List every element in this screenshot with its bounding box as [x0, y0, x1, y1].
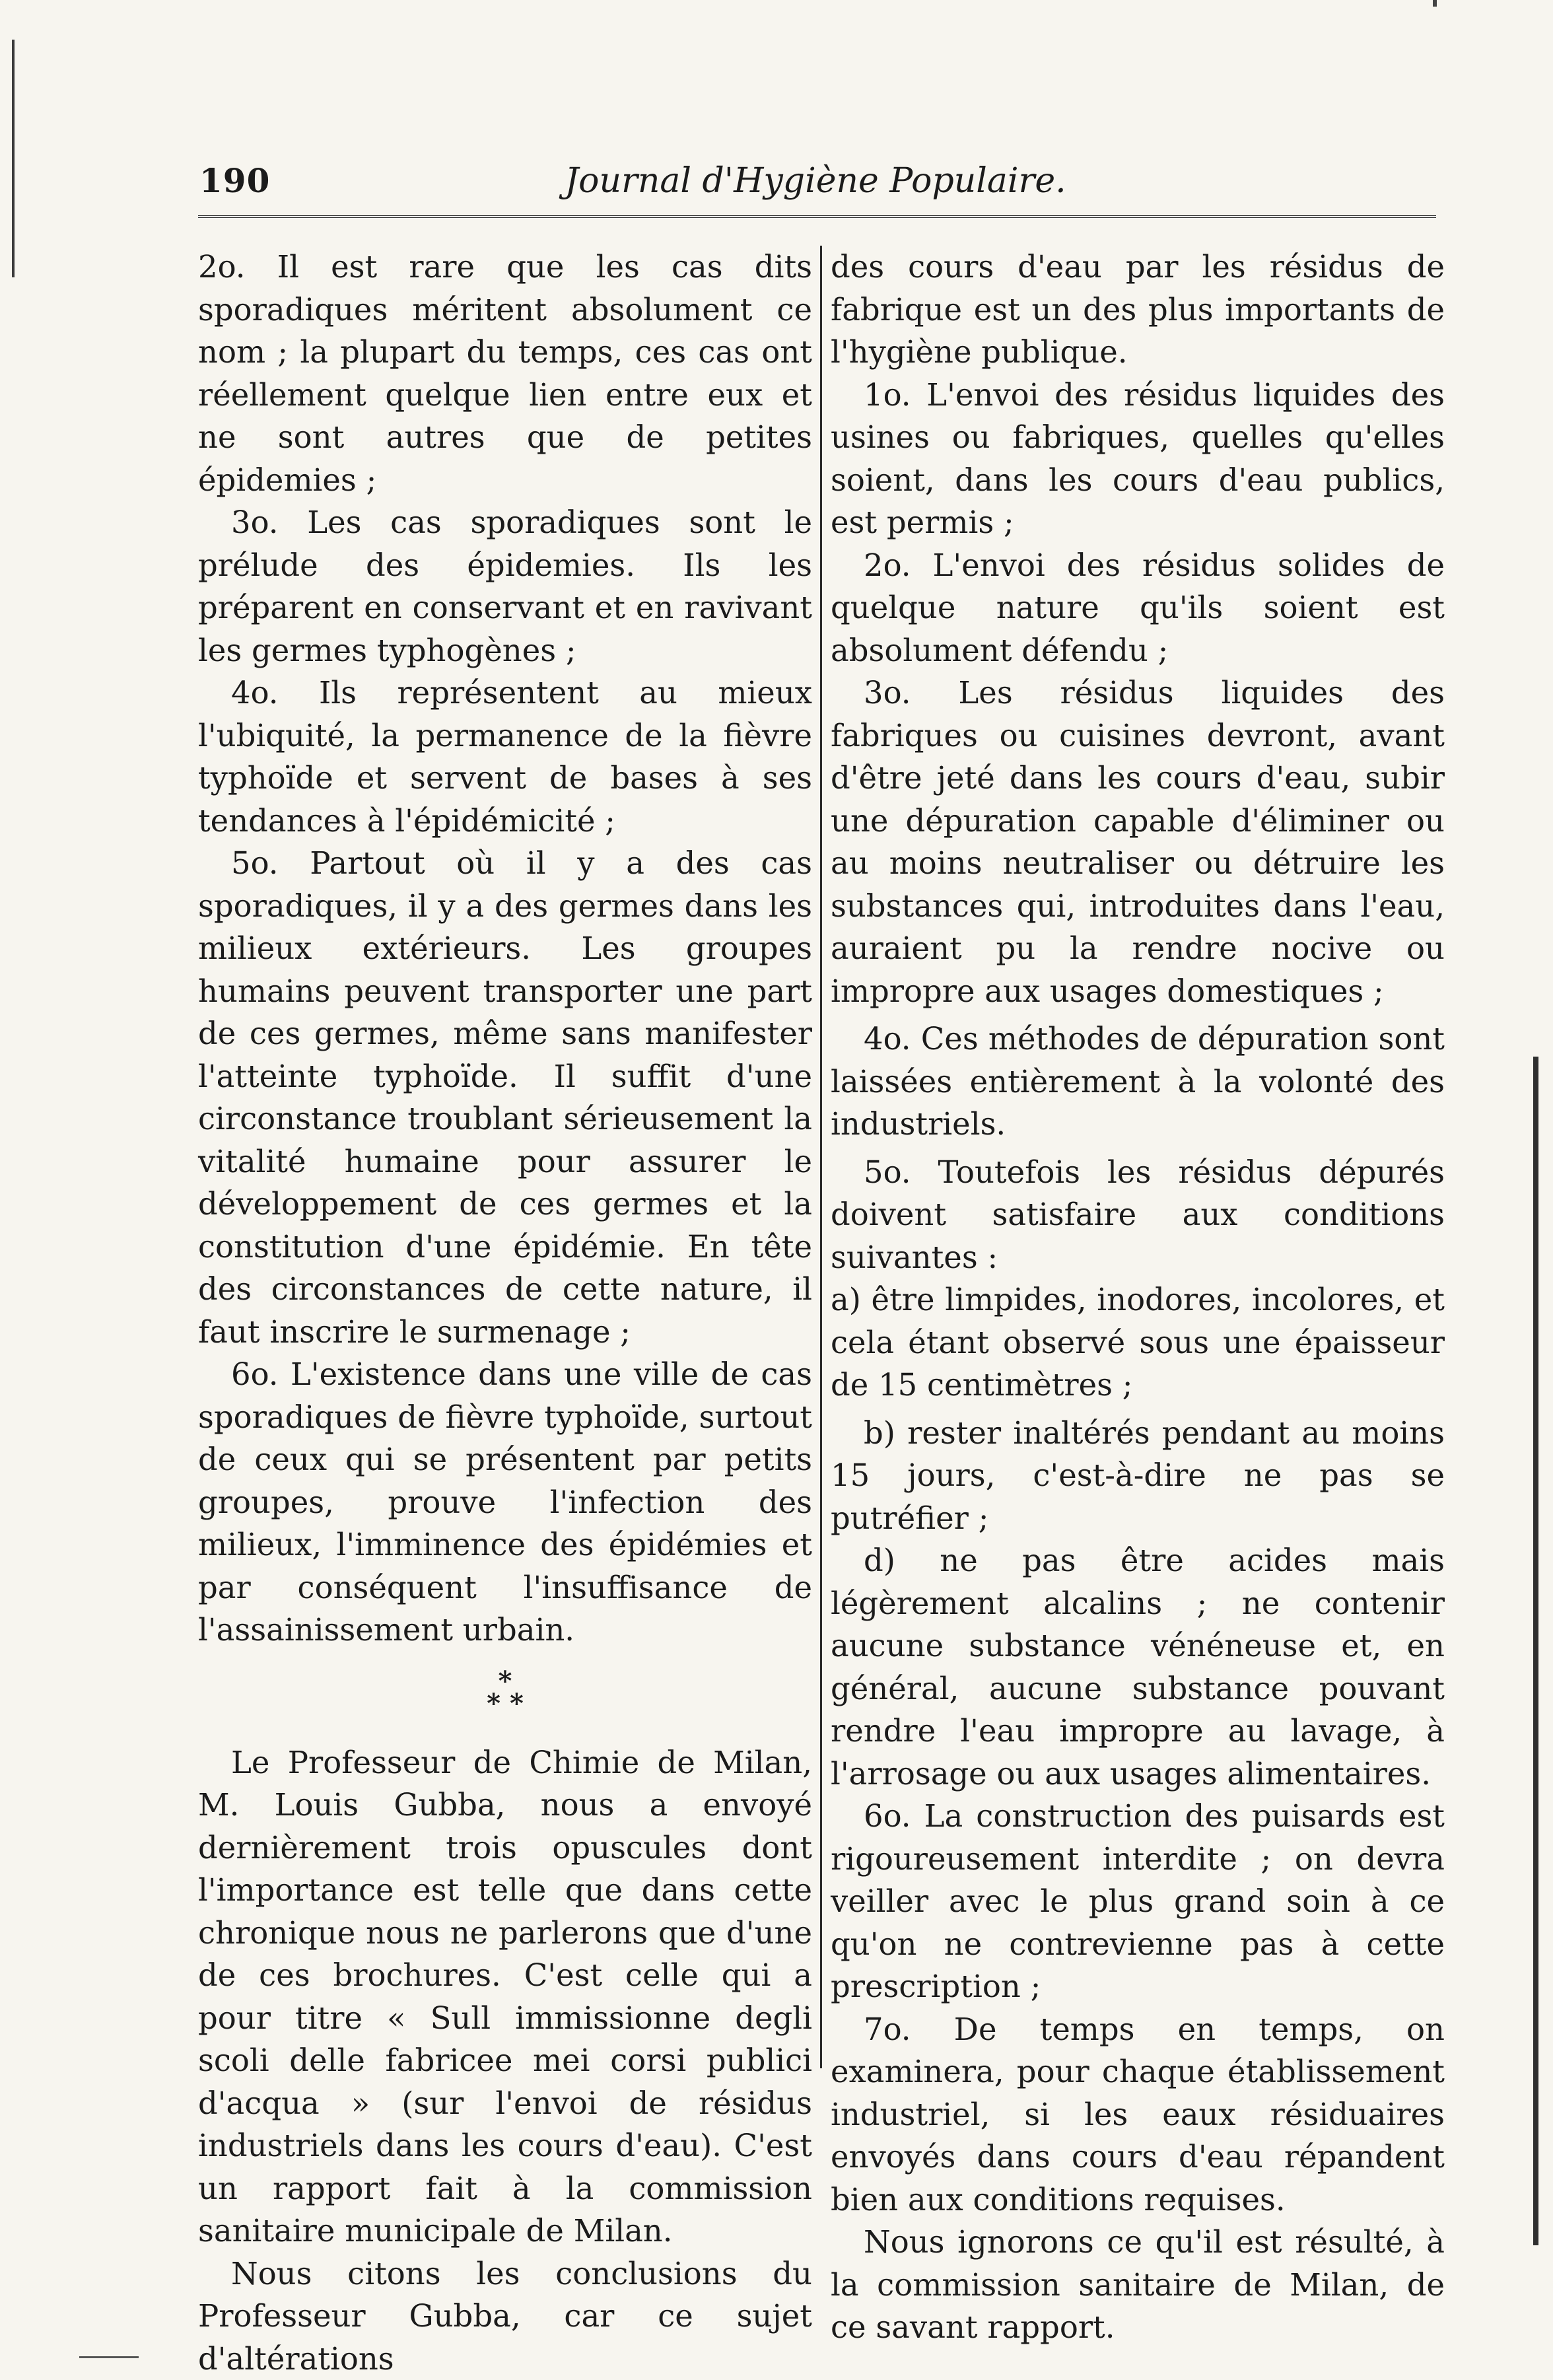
paragraph-6o-puisards: 6o. La construction des puisards est rigoureusement interdite ; on devra veiller avec le plus grand soin à ce qu'on ne contrevienne pas à cette prescription ; — [831, 1795, 1445, 2008]
running-title: Journal d'Hygiène Populaire. — [191, 161, 1439, 201]
right-column — [831, 246, 1445, 2349]
paragraph-5o: 5o. Partout où il y a des cas sporadiques, il y a des germes dans les milieux extérieurs. Les groupes humains peuvent transporter une part de ces germes, même sans manifester l'atteinte typhoïde. Il suffit d'une circonstance troublant sérieusement la vitalité humaine pour assurer le développement de ces germes et la constitution d'une épidémie. En tête des circonstances de cette nature, il faut inscrire le surmenage ; — [198, 842, 812, 1353]
paragraph-continuation: des cours d'eau par les résidus de fabrique est un des plus importants de l'hygiène publique. — [831, 246, 1445, 374]
asterism-top: * — [198, 1670, 812, 1693]
paragraph-4o: 4o. Ils représentent au mieux l'ubiquité, la permanence de la fièvre typhoïde et servent de bases à ses tendances à l'épidémicité ; — [198, 672, 812, 842]
column-divider — [820, 246, 822, 2068]
page-edge-mark — [12, 40, 15, 277]
section-asterism — [198, 1670, 812, 1715]
page-number: 190 — [199, 161, 270, 200]
binding-edge-mark — [1533, 1057, 1538, 2245]
page-header — [191, 153, 1439, 206]
paragraph-5o-conditions: 5o. Toutefois les résidus dépurés doivent satisfaire aux conditions suivantes : — [831, 1151, 1445, 1279]
asterism-bottom: * * — [198, 1693, 812, 1715]
paragraph-gubba-intro: Le Professeur de Chimie de Milan, M. Louis Gubba, nous a envoyé dernièrement trois opuscules dont l'importance est telle que dans cette chronique nous ne parlerons que d'une de ces brochures. C'est celle qui a pour titre « Sull immissionne degli scoli delle fabricee mei corsi publici d'acqua » (sur l'envoi de résidus industriels dans les cours d'eau). C'est un rapport fait à la commission sanitaire municipale de Milan. — [198, 1741, 812, 2253]
paragraph-3o-liquides: 3o. Les résidus liquides des fabriques ou cuisines devront, avant d'être jeté dans les cours d'eau, subir une dépuration capable d'éliminer ou au moins neutraliser ou détruire les substances qui, introduites dans l'eau, auraient pu la rendre nocive ou impropre aux usages domestiques ; — [831, 672, 1445, 1012]
paragraph-closing: Nous ignorons ce qu'il est résulté, à la commission sanitaire de Milan, de ce savant rapport. — [831, 2221, 1445, 2349]
condition-d: d) ne pas être acides mais légèrement alcalins ; ne contenir aucune substance vénéneuse et, en général, aucune substance pouvant rendre l'eau impropre au lavage, à l'arrosage ou aux usages alimentaires. — [831, 1539, 1445, 1795]
paragraph-6o: 6o. L'existence dans une ville de cas sporadiques de fièvre typhoïde, surtout de ceux qui se présentent par petits groupes, prouve l'infection des milieux, l'imminence des épidémies et par conséquent l'insuffisance de l'assainissement urbain. — [198, 1353, 812, 1652]
header-rule — [198, 215, 1436, 218]
paragraph-2o-solides: 2o. L'envoi des résidus solides de quelque nature qu'ils soient est absolument défendu ; — [831, 544, 1445, 672]
footer-mark — [79, 2356, 139, 2358]
corner-mark — [1433, 0, 1437, 7]
condition-b: b) rester inaltérés pendant au moins 15 jours, c'est-à-dire ne pas se putréfier ; — [831, 1412, 1445, 1540]
condition-a: a) être limpides, inodores, incolores, et cela étant observé sous une épaisseur de 15 centimètres ; — [831, 1278, 1445, 1407]
paragraph-7o-examen: 7o. De temps en temps, on examinera, pour chaque établissement industriel, si les eaux résiduaires envoyés dans cours d'eau répandent bien aux conditions requises. — [831, 2008, 1445, 2222]
paragraph-4o-methodes: 4o. Ces méthodes de dépuration sont laissées entièrement à la volonté des industriels. — [831, 1018, 1445, 1146]
paragraph-1o: 1o. L'envoi des résidus liquides des usines ou fabriques, quelles qu'elles soient, dans les cours d'eau publics, est permis ; — [831, 374, 1445, 544]
paragraph-conclusions: Nous citons les conclusions du Professeur Gubba, car ce sujet d'altérations — [198, 2253, 812, 2380]
left-column — [198, 246, 812, 2380]
paragraph-3o: 3o. Les cas sporadiques sont le prélude des épidemies. Ils les préparent en conservant et en ravivant les germes typhogènes ; — [198, 501, 812, 672]
paragraph-2o: 2o. Il est rare que les cas dits sporadiques méritent absolument ce nom ; la plupart du temps, ces cas ont réellement quelque lien entre eux et ne sont autres que de petites épidemies ; — [198, 246, 812, 501]
